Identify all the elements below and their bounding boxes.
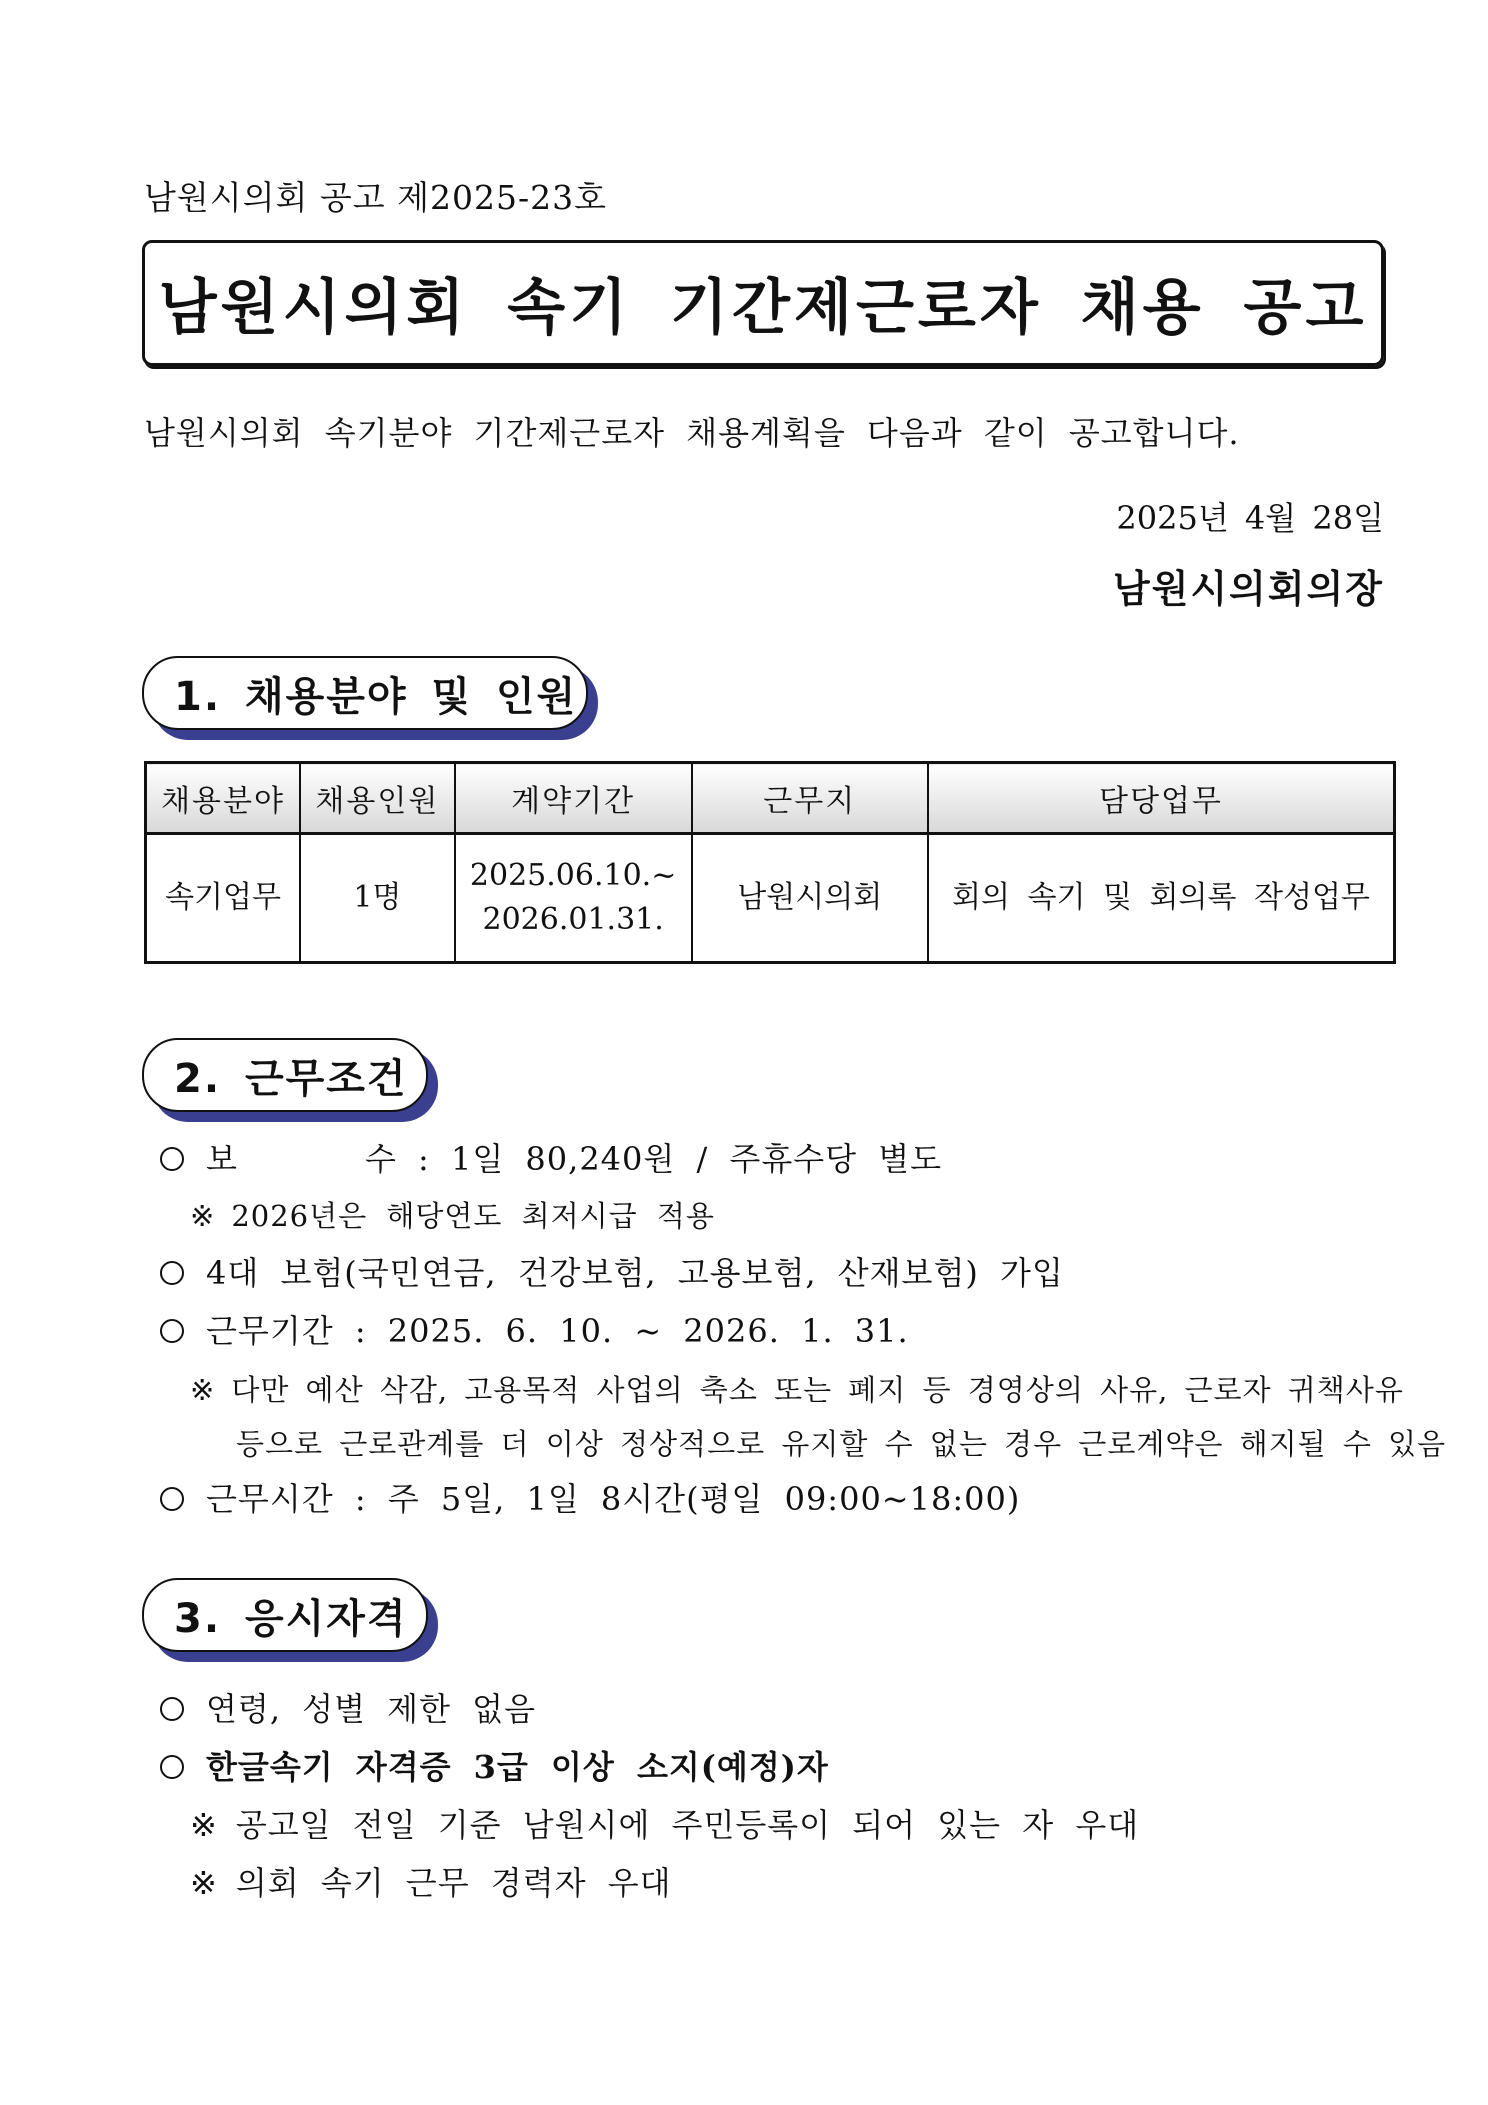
circle-bullet-icon	[160, 1147, 184, 1171]
table-header: 채용인원	[300, 763, 455, 834]
notice-date: 2025년 4월 28일	[1116, 499, 1384, 537]
cell-count: 1명	[300, 834, 455, 963]
cell-duty: 회의 속기 및 회의록 작성업무	[928, 834, 1395, 963]
circle-bullet-icon	[160, 1261, 184, 1285]
signer: 남원시의회의장	[1113, 567, 1384, 611]
section-2-heading-box	[142, 1038, 428, 1112]
reference-mark-icon: ※	[190, 1864, 218, 1902]
note-item: ※ 다만 예산 삭감, 고용목적 사업의 축소 또는 폐지 등 경영상의 사유, 근로자 귀책사유	[190, 1373, 1404, 1407]
note-continuation: 등으로 근로관계를 더 이상 정상적으로 유지할 수 없는 경우 근로계약은 해지될 수 있음	[236, 1427, 1447, 1461]
circle-bullet-icon	[160, 1697, 184, 1721]
list-item: 연령, 성별 제한 없음	[160, 1684, 536, 1730]
cell-field: 속기업무	[146, 834, 301, 963]
section-2-heading: 2. 근무조건	[142, 1038, 428, 1112]
note-item: ※ 의회 속기 근무 경력자 우대	[190, 1864, 672, 1902]
period-start: 2025.06.10.~	[469, 858, 677, 893]
circle-bullet-icon	[160, 1487, 184, 1511]
table-header: 채용분야	[146, 763, 301, 834]
list-item: 한글속기 자격증 3급 이상 소지(예정)자	[160, 1742, 829, 1788]
section-3-heading-box	[142, 1578, 428, 1652]
circle-bullet-icon	[160, 1755, 184, 1779]
reference-mark-icon: ※	[190, 1806, 218, 1844]
note-item: ※ 2026년은 해당연도 최저시급 적용	[190, 1199, 715, 1233]
table-header-row	[146, 763, 1395, 834]
reference-mark-icon: ※	[190, 1199, 216, 1233]
section-3-heading: 3. 응시자격	[142, 1578, 428, 1652]
list-item: 근무시간 : 주 5일, 1일 8시간(평일 09:00~18:00)	[160, 1474, 1020, 1520]
table-header: 담당업무	[928, 763, 1395, 834]
table-row	[146, 834, 1395, 963]
section-1-heading: 1. 채용분야 및 인원	[142, 656, 588, 730]
list-item: 보 수 : 1일 80,240원 / 주휴수당 별도	[160, 1134, 942, 1180]
cell-period	[455, 834, 692, 963]
circle-bullet-icon	[160, 1319, 184, 1343]
cell-location: 남원시의회	[692, 834, 928, 963]
title-box	[142, 240, 1384, 366]
reference-mark-icon: ※	[190, 1373, 216, 1407]
list-item: 근무기간 : 2025. 6. 10. ~ 2026. 1. 31.	[160, 1306, 909, 1352]
notice-number: 남원시의회 공고 제2025-23호	[144, 178, 608, 217]
section-1-heading-box	[142, 656, 588, 730]
table-header: 계약기간	[455, 763, 692, 834]
period-end: 2026.01.31.	[482, 902, 664, 937]
page-title: 남원시의회 속기 기간제근로자 채용 공고	[158, 273, 1368, 343]
list-item: 4대 보험(국민연금, 건강보험, 고용보험, 산재보험) 가입	[160, 1248, 1064, 1294]
recruit-table	[144, 761, 1396, 964]
note-item: ※ 공고일 전일 기준 남원시에 주민등록이 되어 있는 자 우대	[190, 1806, 1140, 1844]
table-header: 근무지	[692, 763, 928, 834]
intro-text: 남원시의회 속기분야 기간제근로자 채용계획을 다음과 같이 공고합니다.	[144, 414, 1240, 452]
